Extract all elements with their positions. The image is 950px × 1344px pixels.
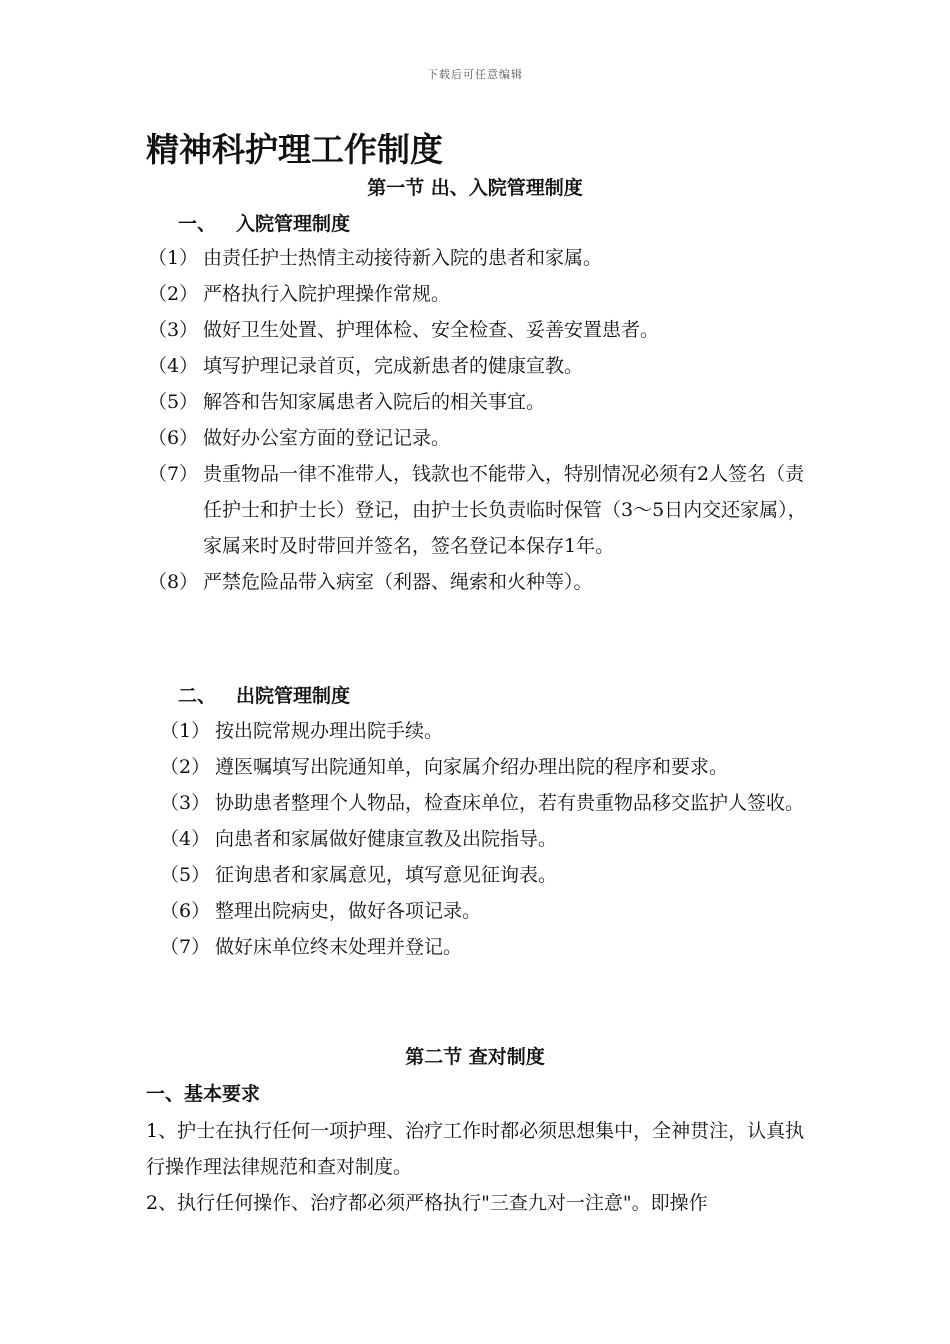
- list-item: [148, 564, 812, 600]
- part-1-number: 一、: [178, 213, 217, 235]
- item-index: （3）: [160, 792, 211, 814]
- item-index: （4）: [148, 355, 199, 377]
- list-item: [160, 893, 812, 929]
- paragraph: 2、执行任何操作、治疗都必须严格执行"三查九对一注意"。即操作: [146, 1192, 708, 1214]
- item-index: （1）: [148, 247, 199, 269]
- list-item: [148, 456, 812, 564]
- item-index: （6）: [160, 900, 211, 922]
- part-1-title: 入院管理制度: [236, 213, 351, 235]
- section-1-part-2-heading: [178, 683, 350, 709]
- item-text: 做好床单位终末处理并登记。: [215, 936, 463, 958]
- item-text: 贵重物品一律不准带人，钱款也不能带入，特别情况必须有2人签名（责任护士和护士长）登记，由护士长负责临时保管（3～5日内交还家属），家属来时及时带回并签名，签名登记本保存1年。: [203, 463, 807, 557]
- list-item: [148, 384, 812, 420]
- list-item: [160, 857, 812, 893]
- item-index: （2）: [160, 756, 211, 778]
- paragraph: 1、护士在执行任何一项护理、治疗工作时都必须思想集中，全神贯注，认真执行操作理法律规范和查对制度。: [146, 1120, 805, 1178]
- header-note: 下载后可任意编辑: [427, 68, 523, 81]
- item-text: 严格执行入院护理操作常规。: [203, 283, 451, 305]
- item-text: 遵医嘱填写出院通知单，向家属介绍办理出院的程序和要求。: [215, 756, 729, 778]
- item-index: （1）: [160, 720, 211, 742]
- item-index: （4）: [160, 828, 211, 850]
- item-text: 征询患者和家属意见，填写意见征询表。: [215, 864, 558, 886]
- list-item: [160, 929, 812, 965]
- list-item: [160, 749, 812, 785]
- item-text: 由责任护士热情主动接待新入院的患者和家属。: [203, 247, 603, 269]
- section-1-title: 第一节 出、入院管理制度: [367, 177, 583, 199]
- list-item: [148, 420, 812, 456]
- item-index: （3）: [148, 319, 199, 341]
- item-index: （6）: [148, 427, 199, 449]
- list-item: [148, 312, 812, 348]
- list-item: [160, 713, 812, 749]
- list-item: [148, 276, 812, 312]
- admission-rules-list: [148, 240, 812, 600]
- item-text: 填写护理记录首页，完成新患者的健康宣教。: [203, 355, 584, 377]
- item-index: （5）: [148, 391, 199, 413]
- list-item: [148, 240, 812, 276]
- part-2-number: 二、: [178, 685, 217, 707]
- basic-requirements-heading: 一、基本要求: [146, 1083, 261, 1105]
- item-text: 整理出院病史，做好各项记录。: [215, 900, 482, 922]
- item-text: 向患者和家属做好健康宣教及出院指导。: [215, 828, 558, 850]
- item-text: 按出院常规办理出院手续。: [215, 720, 444, 742]
- part-2-title: 出院管理制度: [236, 685, 351, 707]
- item-index: （2）: [148, 283, 199, 305]
- item-text: 做好办公室方面的登记记录。: [203, 427, 451, 449]
- item-text: 做好卫生处置、护理体检、安全检查、妥善安置患者。: [203, 319, 660, 341]
- list-item: [148, 348, 812, 384]
- item-text: 协助患者整理个人物品，检查床单位，若有贵重物品移交监护人签收。: [215, 792, 805, 814]
- item-index: （5）: [160, 864, 211, 886]
- section-2-title: 第二节 查对制度: [405, 1046, 545, 1068]
- section-1-part-1-heading: [178, 211, 350, 237]
- list-item: [160, 821, 812, 857]
- item-text: 解答和告知家属患者入院后的相关事宜。: [203, 391, 546, 413]
- discharge-rules-list: [160, 713, 812, 965]
- item-index: （7）: [160, 936, 211, 958]
- item-index: （7）: [148, 463, 199, 485]
- list-item: [160, 785, 812, 821]
- item-index: （8）: [148, 571, 199, 593]
- document-title: 精神科护理工作制度: [146, 130, 443, 169]
- item-text: 严禁危险品带入病室（利器、绳索和火种等）。: [203, 571, 593, 593]
